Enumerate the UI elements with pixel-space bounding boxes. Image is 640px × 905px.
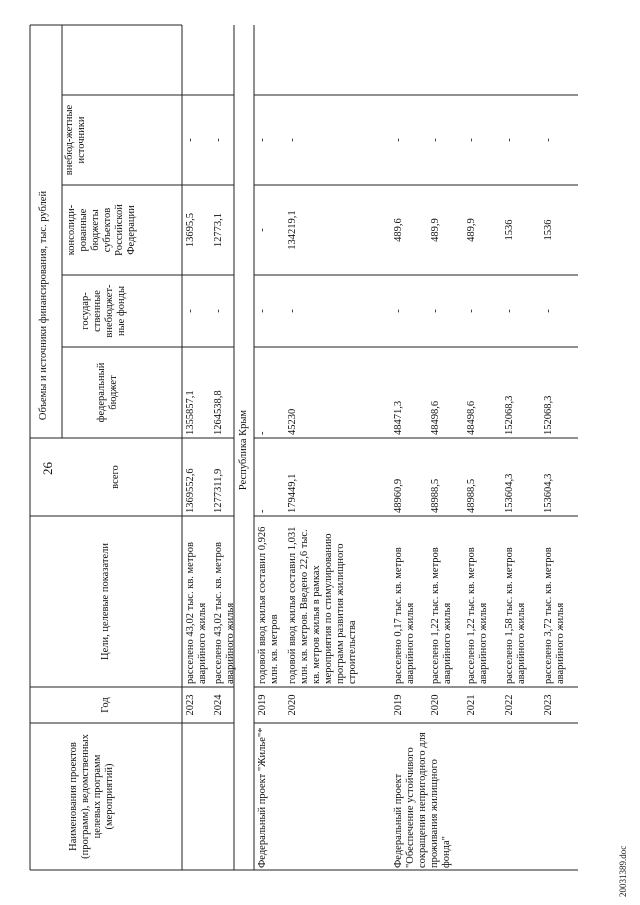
row-extra: - xyxy=(287,138,298,142)
row-extra: - xyxy=(504,138,515,142)
header-extra: внебюд-жетные источники xyxy=(64,104,87,176)
row-federal: 152068,3 xyxy=(543,395,554,435)
row-regional: 1536 xyxy=(504,219,515,241)
row-total: 179449,1 xyxy=(287,473,298,513)
row-federal: 48498,6 xyxy=(466,400,477,435)
row-total: 48960,9 xyxy=(393,478,404,513)
row-state-funds: - xyxy=(430,309,441,313)
row-year: 2021 xyxy=(466,694,477,716)
row-total: 153604,3 xyxy=(543,473,554,513)
document-id: 20031389.doc xyxy=(618,845,628,897)
row-federal: - xyxy=(257,431,268,435)
row-regional: 1536 xyxy=(543,219,554,241)
header-goals: Цели, целевые показатели xyxy=(100,543,111,660)
header-year: Год xyxy=(100,697,111,713)
row-state-funds: - xyxy=(185,309,196,313)
row-year: 2019 xyxy=(393,694,404,716)
row-total: - xyxy=(257,509,268,513)
row-federal: 152068,3 xyxy=(504,395,515,435)
row-state-funds: - xyxy=(257,309,268,313)
row-state-funds: - xyxy=(466,309,477,313)
row-goal: годовой ввод жилья составил 1,031 млн. кв. метров. Введено 22,6 тыс. кв. метров жилья в рамках мероприятия по стимулированию программ развития жилищного строительства xyxy=(287,526,358,684)
header-funding-group: Объемы и источники финансирования, тыс. рублей xyxy=(38,190,49,421)
row-federal: 48498,6 xyxy=(430,400,441,435)
row-goal: расселено 43,02 тыс. кв. метров аварийного жилья xyxy=(185,541,208,684)
row-state-funds: - xyxy=(504,309,515,313)
row-total: 48988,5 xyxy=(466,478,477,513)
row-federal: 48471,3 xyxy=(393,400,404,435)
project-name: Федеральный проект "Жилье"* xyxy=(257,727,268,868)
row-regional: 13695,5 xyxy=(185,212,196,248)
row-state-funds: - xyxy=(287,309,298,313)
row-year: 2023 xyxy=(543,694,554,716)
row-state-funds: - xyxy=(393,309,404,313)
row-year: 2024 xyxy=(213,694,224,716)
row-extra: - xyxy=(185,138,196,142)
project-name: Федеральный проект "Обеспечение устойчивого сокращения непригодного для проживания жилищного фонда" xyxy=(393,732,452,868)
row-goal: годовой ввод жилья составил 0,926 млн. кв. метров xyxy=(257,526,280,684)
row-year: 2023 xyxy=(185,694,196,716)
header-total: всего xyxy=(110,465,121,489)
row-goal: расселено 3,72 тыс. кв. метров аварийного жилья xyxy=(543,547,566,684)
row-goal: расселено 1,22 тыс. кв. метров аварийного жилья xyxy=(430,547,453,684)
row-federal: 45230 xyxy=(287,408,298,435)
row-total: 48988,5 xyxy=(430,478,441,513)
row-regional: 134219,1 xyxy=(287,210,298,250)
row-extra: - xyxy=(543,138,554,142)
row-goal: расселено 43,02 тыс. кв. метров аварийного жилья xyxy=(213,541,236,684)
row-extra: - xyxy=(466,138,477,142)
row-total: 153604,3 xyxy=(504,473,515,513)
page-number: 26 xyxy=(40,462,55,475)
row-year: 2022 xyxy=(504,694,515,716)
row-regional: 489,9 xyxy=(466,218,477,242)
header-name: Наименования проектов (программ), ведомственных целевых программ (мероприятий) xyxy=(68,734,115,859)
row-extra: - xyxy=(430,138,441,142)
row-total: 1369552,6 xyxy=(185,468,196,513)
row-year: 2019 xyxy=(257,694,268,716)
row-regional: - xyxy=(257,228,268,232)
row-state-funds: - xyxy=(543,309,554,313)
row-regional: 489,6 xyxy=(393,218,404,242)
row-goal: расселено 1,22 тыс. кв. метров аварийного жилья xyxy=(466,547,489,684)
section-title: Республика Крым xyxy=(238,409,249,491)
header-federal: федеральный бюджет xyxy=(96,362,119,423)
row-goal: расселено 0,17 тыс. кв. метров аварийного жилья xyxy=(393,547,416,684)
header-regional: консолиди-рованные бюджеты субъектов Российской Федерации xyxy=(66,204,137,256)
header-state-funds: государ-ственные внебюджет-ные фонды xyxy=(80,284,127,338)
row-year: 2020 xyxy=(430,694,441,716)
row-total: 1277311,9 xyxy=(213,468,224,513)
row-extra: - xyxy=(393,138,404,142)
row-goal: расселено 1,58 тыс. кв. метров аварийного жилья xyxy=(504,547,527,684)
row-year: 2020 xyxy=(287,694,298,716)
row-regional: 12773,1 xyxy=(213,212,224,248)
row-regional: 489,9 xyxy=(430,218,441,242)
row-federal: 1355857,1 xyxy=(185,390,196,435)
row-federal: 1264538,8 xyxy=(213,390,224,435)
row-state-funds: - xyxy=(213,309,224,313)
row-extra: - xyxy=(213,138,224,142)
row-extra: - xyxy=(257,138,268,142)
